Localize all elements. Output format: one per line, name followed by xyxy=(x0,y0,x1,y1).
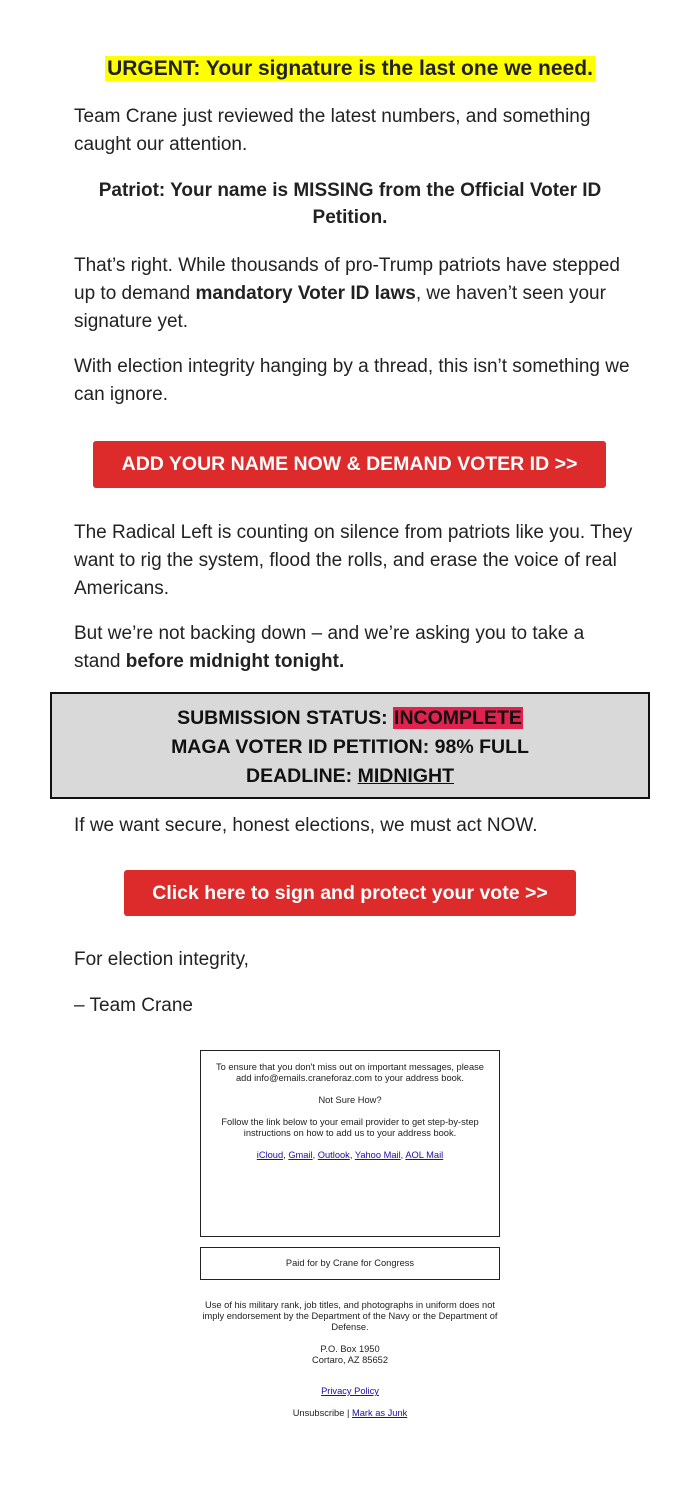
mark-as-junk-link[interactable]: Mark as Junk xyxy=(351,1408,408,1418)
gmail-link[interactable]: Gmail xyxy=(288,1150,313,1160)
outlook-link[interactable]: Outlook xyxy=(317,1150,350,1160)
status-badge: INCOMPLETE xyxy=(394,707,522,729)
status-row: SUBMISSION STATUS: INCOMPLETE xyxy=(177,707,522,729)
provider-links: iCloud, Gmail, Outlook, Yahoo Mail, AOL Mail xyxy=(256,1150,444,1160)
urgent-headline: URGENT: Your signature is the last one we need. xyxy=(107,57,593,80)
unsubscribe-row: Unsubscribe | Mark as Junk xyxy=(292,1408,408,1418)
sign-protect-button[interactable]: Click here to sign and protect your vote >> xyxy=(124,870,576,916)
not-sure-heading: Not Sure How? xyxy=(318,1095,382,1105)
thats-right-paragraph: That’s right. While thousands of pro-Trump patriots have stepped up to demand mandatory Voter ID laws, we haven’t seen your signature yet. xyxy=(74,255,620,332)
submission-status-box xyxy=(50,692,650,799)
deadline-value: MIDNIGHT xyxy=(357,765,454,787)
address-book-box xyxy=(200,1050,500,1237)
po-box: P.O. Box 1950 xyxy=(320,1344,380,1354)
act-now-paragraph: If we want secure, honest elections, we must act NOW. xyxy=(74,815,538,836)
signature: – Team Crane xyxy=(74,995,193,1016)
privacy-row xyxy=(200,1386,500,1397)
signoff: For election integrity, xyxy=(74,949,249,970)
privacy-policy-link[interactable]: Privacy Policy xyxy=(321,1386,379,1396)
unsubscribe-link[interactable]: Unsubscribe xyxy=(292,1408,345,1418)
paid-for-box: Paid for by Crane for Congress xyxy=(200,1247,500,1280)
backing-down-paragraph: But we’re not backing down – and we’re asking you to take a stand before midnight tonight. xyxy=(74,623,585,672)
petition-row: MAGA VOTER ID PETITION: 98% FULL xyxy=(171,736,529,758)
missing-heading: Patriot: Your name is MISSING from the Official Voter ID Petition. xyxy=(98,180,602,228)
add-name-button[interactable]: ADD YOUR NAME NOW & DEMAND VOTER ID >> xyxy=(93,441,606,488)
address-book-note: To ensure that you don't miss out on important messages, please add info@emails.craneforaz.com to your address book. xyxy=(216,1062,484,1083)
icloud-link[interactable]: iCloud xyxy=(256,1150,284,1160)
intro-paragraph: Team Crane just reviewed the latest numbers, and something caught our attention. xyxy=(74,106,591,155)
yahoo-mail-link[interactable]: Yahoo Mail xyxy=(354,1150,401,1160)
radical-left-paragraph: The Radical Left is counting on silence from patriots like you. They want to rig the system, flood the rolls, and erase the voice of real Americans. xyxy=(74,522,633,599)
integrity-paragraph: With election integrity hanging by a thread, this isn’t something we can ignore. xyxy=(74,356,630,405)
military-disclaimer: Use of his military rank, job titles, and photographs in uniform does not imply endorsement by the Department of the Navy or the Department of Defense. xyxy=(202,1300,498,1332)
deadline-row: DEADLINE: MIDNIGHT xyxy=(246,765,454,787)
aol-mail-link[interactable]: AOL Mail xyxy=(405,1150,444,1160)
follow-instructions: Follow the link below to your email provider to get step-by-step instructions on how to add us to your address book. xyxy=(221,1117,479,1138)
city-address: Cortaro, AZ 85652 xyxy=(312,1355,388,1365)
